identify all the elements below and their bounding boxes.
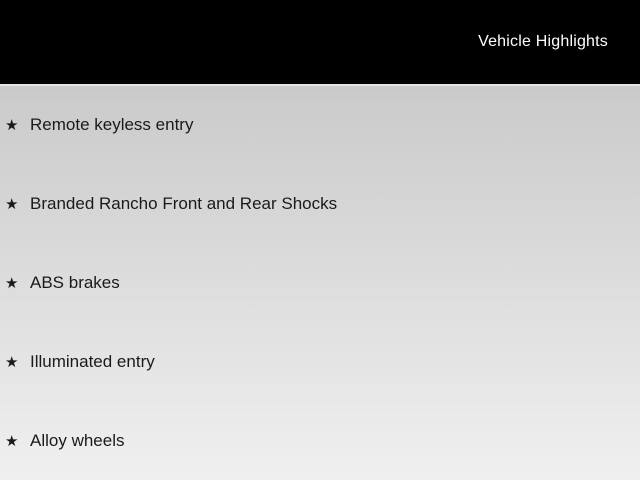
list-item: [0, 402, 640, 480]
highlight-label: Remote keyless entry: [30, 115, 194, 135]
star-icon: ★: [5, 196, 19, 213]
highlight-label: Branded Rancho Front and Rear Shocks: [30, 194, 338, 214]
header-bar: [0, 0, 640, 84]
highlight-label: Illuminated entry: [30, 352, 155, 372]
star-icon: ★: [5, 433, 19, 450]
star-icon: ★: [5, 117, 19, 134]
list-item: [0, 86, 640, 165]
star-icon: ★: [5, 354, 19, 371]
page-title: Vehicle Highlights: [478, 33, 608, 50]
content-area: [0, 84, 640, 480]
list-item: [0, 323, 640, 402]
highlight-label: Alloy wheels: [30, 431, 125, 451]
list-item: [0, 165, 640, 244]
highlights-list: [0, 86, 640, 480]
list-item: [0, 244, 640, 323]
highlight-label: ABS brakes: [30, 273, 120, 293]
star-icon: ★: [5, 275, 19, 292]
